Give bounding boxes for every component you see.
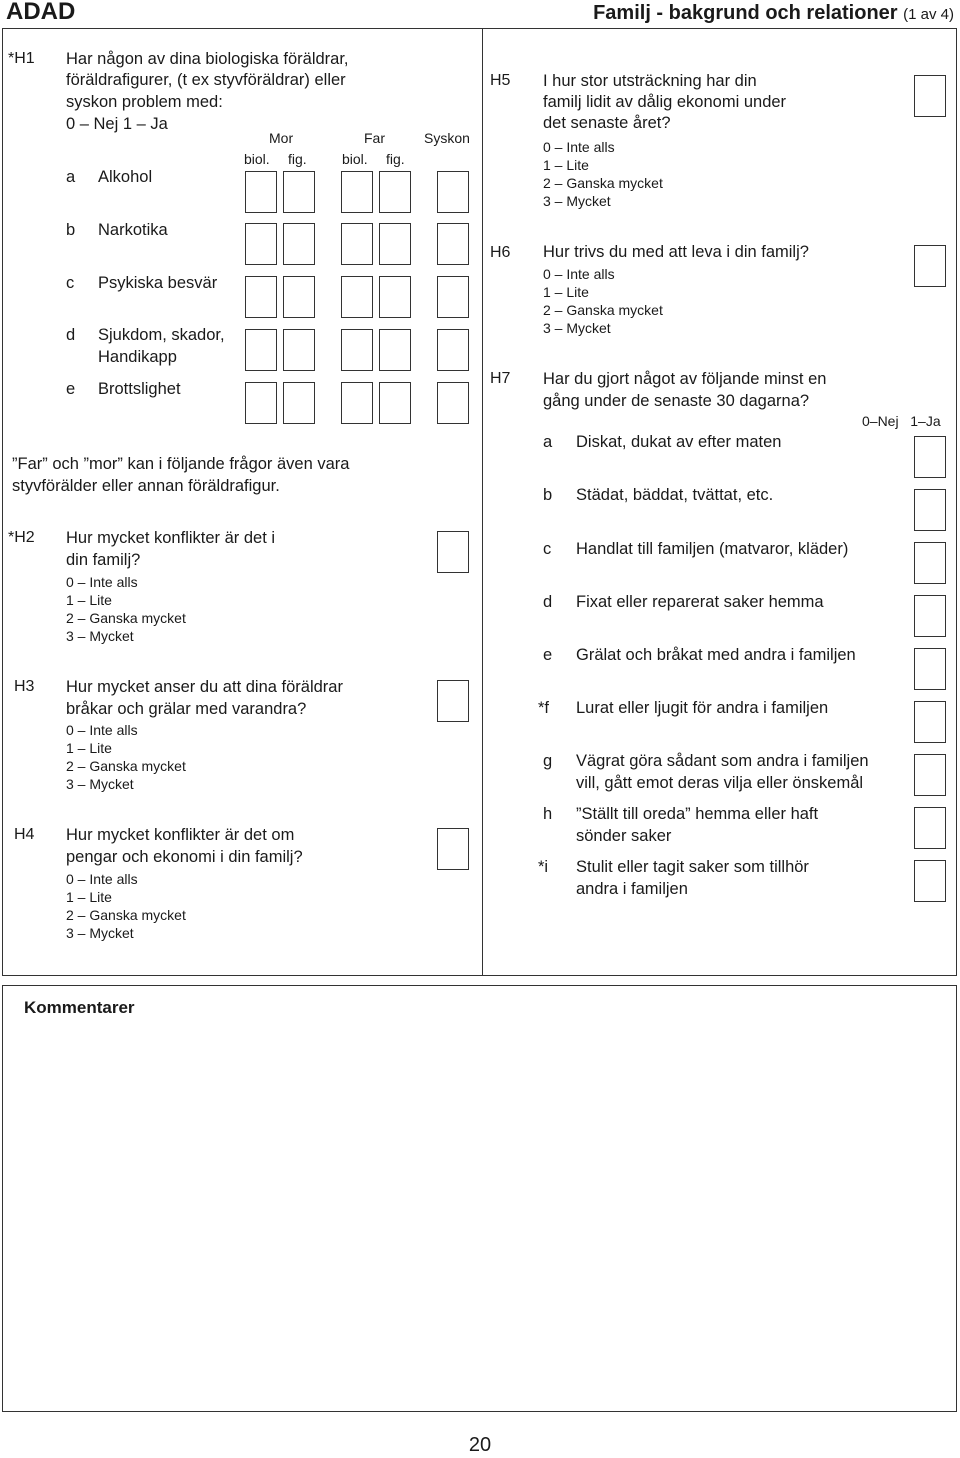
h1-item-e-label: Brottslighet: [98, 380, 181, 398]
h5-line-3: det senaste året?: [543, 114, 671, 132]
h4-answer-box[interactable]: [437, 828, 469, 870]
col-header-mor-fig: fig.: [288, 151, 307, 167]
h4-option-3: 3 – Mycket: [66, 925, 134, 941]
h1-line-3: syskon problem med:: [66, 93, 223, 111]
h6-option-1: 1 – Lite: [543, 284, 589, 300]
h7-item-h-label-2: sönder saker: [576, 827, 672, 845]
col-header-far: Far: [364, 130, 385, 146]
h3-line-2: bråkar och grälar med varandra?: [66, 700, 307, 718]
h1-d-far-biol-box[interactable]: [341, 329, 373, 371]
h7-item-h-label: ”Ställt till oreda” hemma eller haft: [576, 805, 819, 823]
h3-line-1: Hur mycket anser du att dina föräldrar: [66, 678, 343, 696]
h1-line-2: föräldrafigurer, (t ex styvföräldrar) eller: [66, 71, 346, 89]
h1-c-far-fig-box[interactable]: [379, 276, 411, 318]
h7-item-f-label: Lurat eller ljugit för andra i familjen: [576, 699, 829, 717]
h7-item-e-label: Grälat och bråkat med andra i familjen: [576, 646, 856, 664]
h1-e-far-biol-box[interactable]: [341, 382, 373, 424]
h1-note-line-2: styvförälder eller annan föräldrafigur.: [12, 477, 280, 495]
h7-d-answer-box[interactable]: [914, 595, 946, 637]
h1-answer-legend: 0 – Nej 1 – Ja: [66, 115, 168, 133]
h4-option-2: 2 – Ganska mycket: [66, 907, 186, 923]
h1-item-a-label: Alkohol: [98, 168, 153, 186]
h3-option-0: 0 – Inte alls: [66, 722, 138, 738]
h3-option-2: 2 – Ganska mycket: [66, 758, 186, 774]
h1-e-syskon-box[interactable]: [437, 382, 469, 424]
h2-option-1: 1 – Lite: [66, 592, 112, 608]
section-title-text: Familj - bakgrund och relationer: [593, 2, 898, 24]
h7-g-answer-box[interactable]: [914, 754, 946, 796]
question-id-h5: H5: [490, 72, 511, 89]
h7-i-answer-box[interactable]: [914, 860, 946, 902]
h6-option-0: 0 – Inte alls: [543, 266, 615, 282]
h6-answer-box[interactable]: [914, 245, 946, 287]
h7-b-answer-box[interactable]: [914, 489, 946, 531]
h7-f-answer-box[interactable]: [914, 701, 946, 743]
h7-item-b-letter: b: [543, 486, 553, 504]
question-id-h4: H4: [14, 826, 35, 843]
question-id-h1: *H1: [8, 50, 35, 67]
h7-item-g-label-2: vill, gått emot deras vilja eller önskemål: [576, 774, 864, 792]
col-header-mor: Mor: [269, 130, 294, 146]
h1-item-d-label: Sjukdom, skador,: [98, 326, 225, 344]
h7-line-1: Har du gjort något av följande minst en: [543, 370, 827, 388]
h7-item-h-letter: h: [543, 805, 553, 823]
h5-answer-box[interactable]: [914, 75, 946, 117]
h5-option-0: 0 – Inte alls: [543, 139, 615, 155]
h1-item-e-letter: e: [66, 380, 76, 398]
h3-option-1: 1 – Lite: [66, 740, 112, 756]
h2-option-2: 2 – Ganska mycket: [66, 610, 186, 626]
col-header-far-biol: biol.: [342, 151, 368, 167]
h1-e-mor-fig-box[interactable]: [283, 382, 315, 424]
h7-item-a-letter: a: [543, 433, 553, 451]
h7-line-2: gång under de senaste 30 dagarna?: [543, 392, 810, 410]
h6-line-1: Hur trivs du med att leva i din familj?: [543, 243, 809, 261]
h6-option-2: 2 – Ganska mycket: [543, 302, 663, 318]
h6-option-3: 3 – Mycket: [543, 320, 611, 336]
h1-a-far-biol-box[interactable]: [341, 171, 373, 213]
h4-line-2: pengar och ekonomi i din familj?: [66, 848, 303, 866]
h7-item-c-letter: c: [543, 540, 552, 558]
h1-a-syskon-box[interactable]: [437, 171, 469, 213]
h2-option-0: 0 – Inte alls: [66, 574, 138, 590]
h7-item-i-label-2: andra i familjen: [576, 880, 688, 898]
h1-item-d-label-2: Handikapp: [98, 348, 177, 366]
h1-b-syskon-box[interactable]: [437, 223, 469, 265]
h7-item-i-letter: *i: [538, 858, 549, 876]
h1-item-a-letter: a: [66, 168, 76, 186]
h7-a-answer-box[interactable]: [914, 436, 946, 478]
h7-item-b-label: Städat, bäddat, tvättat, etc.: [576, 486, 774, 504]
h4-option-0: 0 – Inte alls: [66, 871, 138, 887]
h1-item-b-letter: b: [66, 221, 76, 239]
h1-b-far-biol-box[interactable]: [341, 223, 373, 265]
h1-d-far-fig-box[interactable]: [379, 329, 411, 371]
col-header-far-fig: fig.: [386, 151, 405, 167]
question-id-h7: H7: [490, 370, 511, 387]
question-id-h2: *H2: [8, 529, 35, 546]
h5-option-2: 2 – Ganska mycket: [543, 175, 663, 191]
h1-e-mor-biol-box[interactable]: [245, 382, 277, 424]
h1-c-mor-biol-box[interactable]: [245, 276, 277, 318]
h3-answer-box[interactable]: [437, 680, 469, 722]
h1-b-mor-fig-box[interactable]: [283, 223, 315, 265]
h2-line-1: Hur mycket konflikter är det i: [66, 529, 276, 547]
h2-option-3: 3 – Mycket: [66, 628, 134, 644]
comments-label: Kommentarer: [16, 998, 143, 1018]
h1-item-c-label: Psykiska besvär: [98, 274, 218, 292]
h1-item-d-letter: d: [66, 326, 76, 344]
h7-item-d-letter: d: [543, 593, 553, 611]
h1-c-syskon-box[interactable]: [437, 276, 469, 318]
h7-answer-legend: 0–Nej 1–Ja: [862, 413, 941, 429]
h5-option-3: 3 – Mycket: [543, 193, 611, 209]
h1-b-mor-biol-box[interactable]: [245, 223, 277, 265]
h1-item-c-letter: c: [66, 274, 75, 292]
h7-item-i-label: Stulit eller tagit saker som tillhör: [576, 858, 809, 876]
h1-a-mor-fig-box[interactable]: [283, 171, 315, 213]
column-divider: [482, 28, 483, 976]
h1-d-syskon-box[interactable]: [437, 329, 469, 371]
h7-item-d-label: Fixat eller reparerat saker hemma: [576, 593, 824, 611]
section-page-indicator: (1 av 4): [903, 6, 954, 23]
h7-item-c-label: Handlat till familjen (matvaror, kläder): [576, 540, 849, 558]
h1-d-mor-fig-box[interactable]: [283, 329, 315, 371]
question-id-h6: H6: [490, 244, 511, 261]
question-id-h3: H3: [14, 678, 35, 695]
h4-option-1: 1 – Lite: [66, 889, 112, 905]
h5-line-2: familj lidit av dålig ekonomi under: [543, 93, 787, 111]
comments-area[interactable]: [2, 985, 957, 1412]
header-code: ADAD: [6, 0, 76, 25]
h7-h-answer-box[interactable]: [914, 807, 946, 849]
section-title: [593, 2, 954, 25]
h7-item-e-letter: e: [543, 646, 553, 664]
h1-note-line-1: ”Far” och ”mor” kan i följande frågor även vara: [12, 455, 350, 473]
h1-c-far-biol-box[interactable]: [341, 276, 373, 318]
col-header-syskon: Syskon: [424, 130, 470, 146]
h1-a-far-fig-box[interactable]: [379, 171, 411, 213]
h2-answer-box[interactable]: [437, 531, 469, 573]
h1-item-b-label: Narkotika: [98, 221, 168, 239]
h5-line-1: I hur stor utsträckning har din: [543, 72, 757, 90]
h1-c-mor-fig-box[interactable]: [283, 276, 315, 318]
h7-c-answer-box[interactable]: [914, 542, 946, 584]
h7-item-g-label: Vägrat göra sådant som andra i familjen: [576, 752, 869, 770]
h5-option-1: 1 – Lite: [543, 157, 589, 173]
page-number: 20: [468, 1434, 492, 1456]
h4-line-1: Hur mycket konflikter är det om: [66, 826, 295, 844]
h1-b-far-fig-box[interactable]: [379, 223, 411, 265]
h1-a-mor-biol-box[interactable]: [245, 171, 277, 213]
h3-option-3: 3 – Mycket: [66, 776, 134, 792]
h1-line-1: Har någon av dina biologiska föräldrar,: [66, 50, 349, 68]
h1-e-far-fig-box[interactable]: [379, 382, 411, 424]
col-header-mor-biol: biol.: [244, 151, 270, 167]
h1-d-mor-biol-box[interactable]: [245, 329, 277, 371]
h7-item-a-label: Diskat, dukat av efter maten: [576, 433, 782, 451]
h7-e-answer-box[interactable]: [914, 648, 946, 690]
h2-line-2: din familj?: [66, 551, 141, 569]
h7-item-f-letter: *f: [538, 699, 550, 717]
h7-item-g-letter: g: [543, 752, 553, 770]
